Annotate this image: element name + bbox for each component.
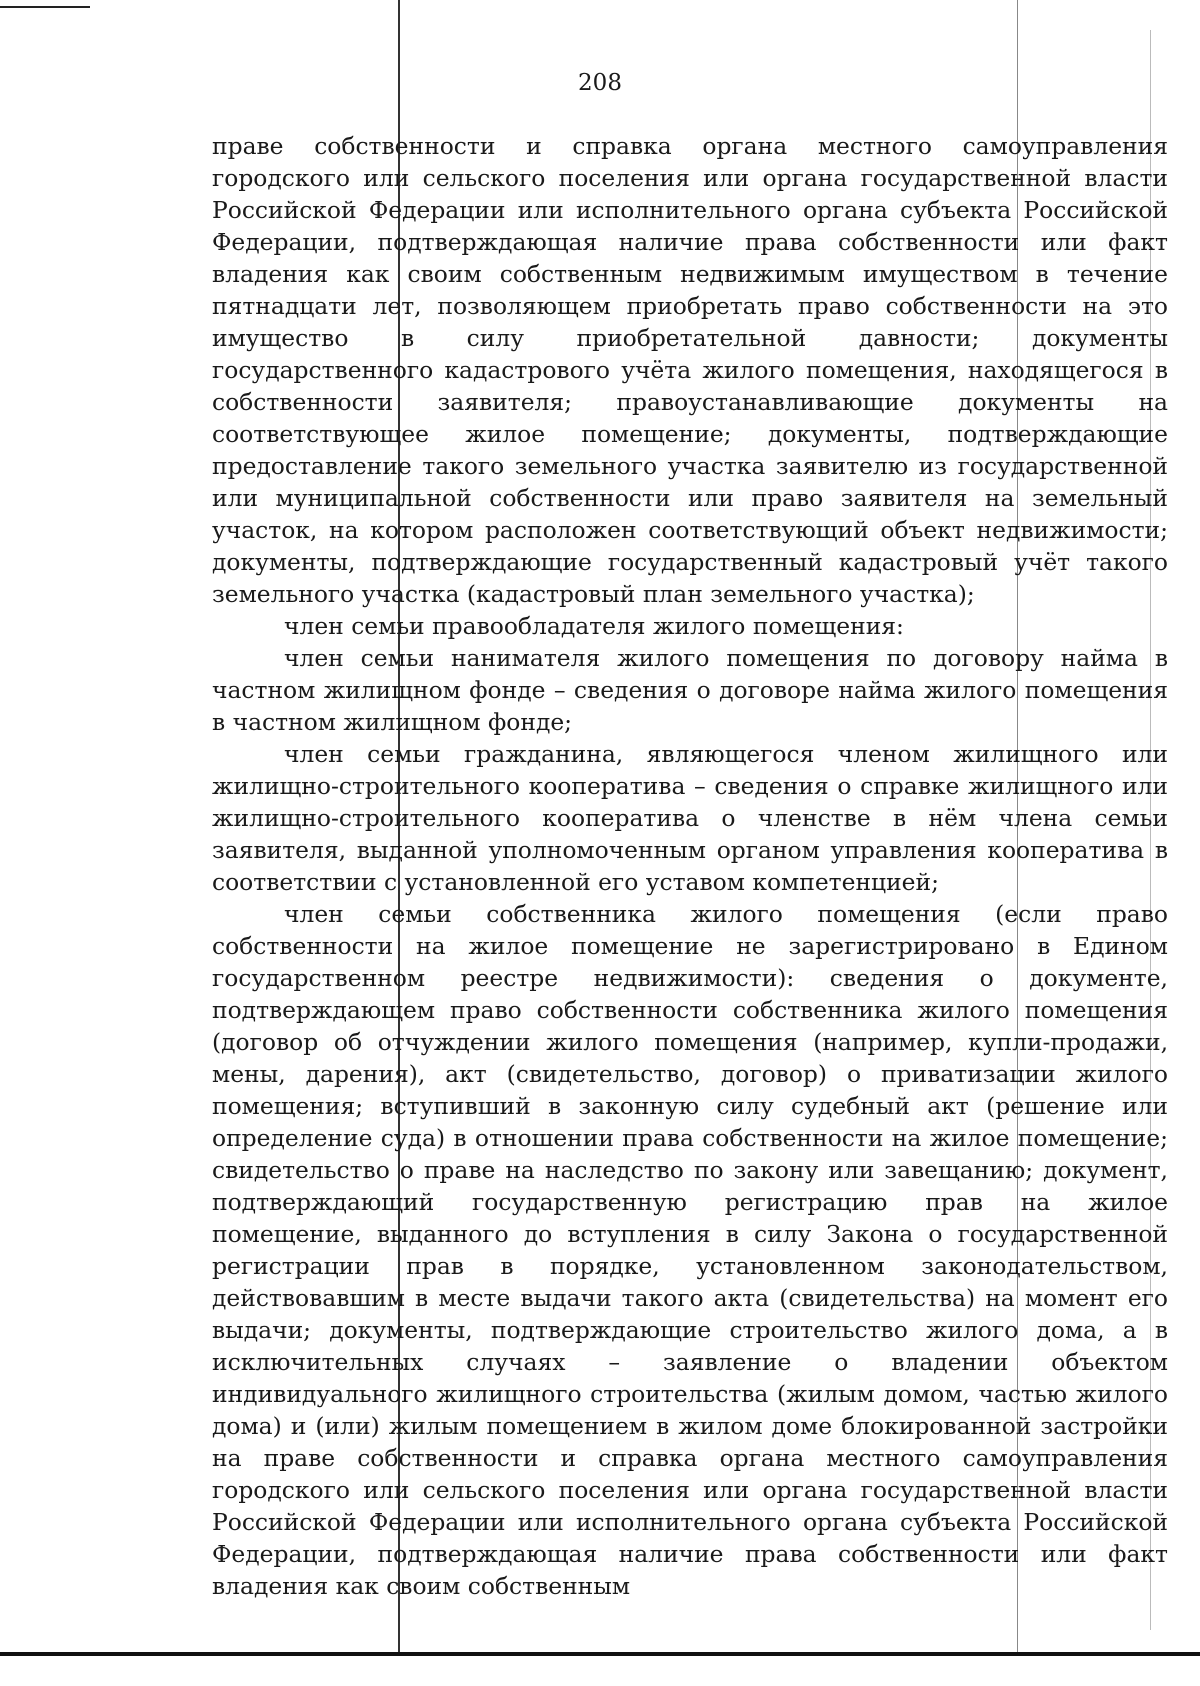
paragraph: член семьи собственника жилого помещения (если право собственности на жилое помещение не зарегистрировано в Едином государственном реестре недвижимости): сведения о документе, подтверждающем право собственности собственника жилого помещения (договор об отчуждении жилого помещения (например, купли-продажи, мены, дарения), акт (свидетельство, договор) о приватизации жилого помещения; вступивший в законную силу судебный акт (решение или определение суда) в отношении права собственности на жилое помещение; свидетельство о праве на наследство по закону или завещанию; документ, подтверждающий государственную регистрацию прав на жилое помещение, выданного до вступления в силу Закона о государственной регистрации прав в порядке, установленном законодательством, действовавшим в месте выдачи такого акта (свидетельства) на момент его выдачи; документы, подтверждающие строительство жилого дома, а в исключительных случаях – заявление о владении объектом индивидуального жилищного строительства (жилым домом, частью жилого дома) и (или) жилым помещением в жилом доме блокированной застройки на праве собственности и справка органа местного самоуправления городского или сельского поселения или органа государственной власти Российской Федерации или исполнительного органа субъекта Российской Федерации, подтверждающая наличие права собственности или факт владения как своим собственным — [212, 900, 1168, 1600]
paragraph: член семьи нанимателя жилого помещения по договору найма в частном жилищном фонде – сведения о договоре найма жилого помещения в частном жилищном фонде; — [212, 644, 1168, 736]
scan-top-rule — [0, 6, 90, 8]
paragraph: праве собственности и справка органа местного самоуправления городского или сельского поселения или органа государственной власти Российской Федерации или исполнительного органа субъекта Российской Федерации, подтверждающая наличие права собственности или факт владения как своим собственным недвижимым имуществом в течение пятнадцати лет, позволяющем приобретать право собственности на это имущество в силу приобретательной давности; документы государственного кадастрового учёта жилого помещения, находящегося в собственности заявителя; правоустанавливающие документы на соответствующее жилое помещение; документы, подтверждающие предоставление такого земельного участка заявителю из государственной или муниципальной собственности или право заявителя на земельный участок, на котором расположен соответствующий объект недвижимости; документы, подтверждающие государственный кадастровый учёт такого земельного участка (кадастровый план земельного участка); — [212, 132, 1168, 608]
paragraph: член семьи правообладателя жилого помещения: — [284, 612, 904, 640]
paragraph: член семьи гражданина, являющегося членом жилищного или жилищно-строительного кооператива – сведения о справке жилищного или жилищно-строительного кооператива о членстве в нём члена семьи заявителя, выданной уполномоченным органом управления кооператива в соответствии с установленной его уставом компетенцией; — [212, 740, 1168, 896]
document-body — [212, 130, 1168, 1602]
scan-bottom-rule — [0, 1652, 1200, 1656]
page-number: 208 — [578, 70, 622, 96]
